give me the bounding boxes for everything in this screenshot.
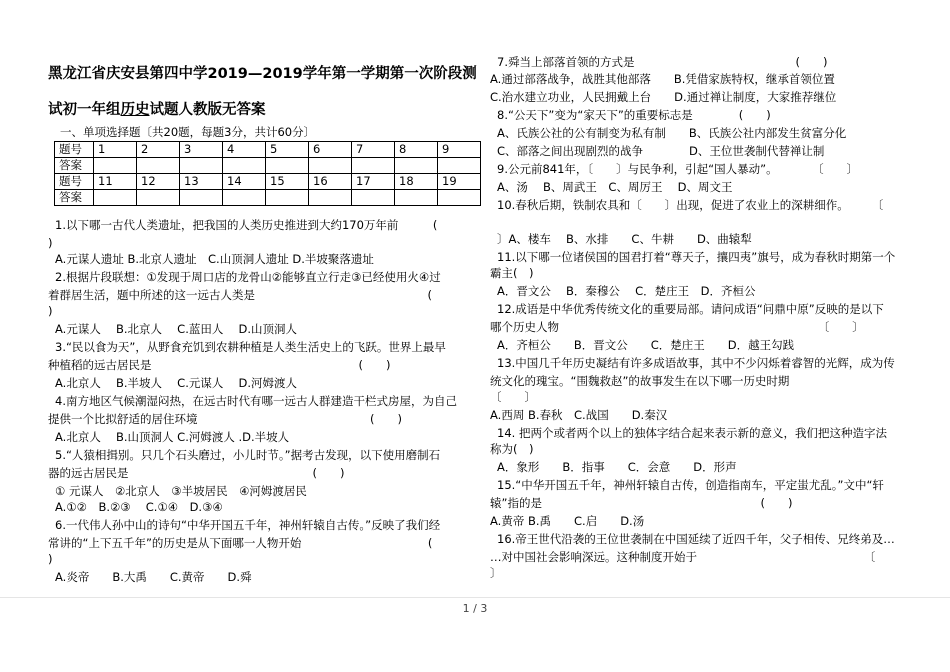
- text-line: 统文化的瑰宝。“围魏救赵”的故事发生在以下哪一历史时期: [490, 374, 790, 388]
- table-cell: [94, 158, 137, 174]
- table-cell: [266, 190, 309, 206]
- text-line: 9.公元前841年，〔 〕与民争利，引起“国人暴动”。 〔 〕: [497, 162, 859, 176]
- table-cell: [352, 190, 395, 206]
- text-line: A.通过部落战争，战胜其他部落 B.凭借家族特权，继承首领位置: [490, 72, 835, 86]
- text-line: 称为( ): [490, 442, 534, 456]
- text-line: 常讲的“上下五千年”的历史是从下面哪一人物开始 (: [48, 536, 433, 550]
- table-cell: 答案: [55, 190, 94, 206]
- text-line: 种植稻的远古居民是 ( ): [48, 358, 391, 372]
- doc-title-line2: [48, 98, 266, 119]
- text-line: ): [48, 304, 53, 318]
- table-row: [55, 158, 481, 174]
- table-cell: [137, 158, 180, 174]
- text-line: A.①② B.②③ C.①④ D.③④: [55, 500, 223, 514]
- table-cell: [94, 190, 137, 206]
- text-line: ① 元谋人 ②北京人 ③半坡居民 ④河姆渡居民: [55, 484, 307, 498]
- table-cell: 11: [94, 174, 137, 190]
- text-line: 着群居生活，题中所述的这一远古人类是 (: [48, 288, 432, 302]
- table-cell: 14: [223, 174, 266, 190]
- table-cell: 5: [266, 142, 309, 158]
- text-line: 15.“中华开国五千年，神州轩辕自古传，创造指南车，平定蚩尤乱。”文中“轩: [497, 478, 884, 492]
- table-row: [55, 142, 481, 158]
- table-cell: [223, 190, 266, 206]
- table-cell: 1: [94, 142, 137, 158]
- text-line: A．齐桓公 B．晋文公 C．楚庄王 D．越王勾践: [497, 338, 795, 352]
- table-cell: [438, 190, 481, 206]
- text-line: A．象形 B．指事 C．会意 D．形声: [497, 460, 737, 474]
- text-line: 11.以下哪一位诸侯国的国君打着“尊天子，攘四夷”旗号，成为春秋时期第一个: [497, 250, 896, 264]
- text-line: A、氏族公社的公有制变为私有制 B、氏族公社内部发生贫富分化: [497, 126, 847, 140]
- table-cell: [309, 190, 352, 206]
- table-cell: [395, 190, 438, 206]
- table-cell: [137, 190, 180, 206]
- table-cell: 3: [180, 142, 223, 158]
- text-line: 器的远古居民是 ( ): [48, 466, 345, 480]
- text-line: 1.以下哪一古代人类遗址，把我国的人类历史推进到大约170万年前 (: [55, 218, 438, 232]
- text-line: ): [48, 236, 53, 250]
- text-line: 辕”指的是 ( ): [490, 496, 793, 510]
- table-cell: 19: [438, 174, 481, 190]
- text-line: 7.舜当上部落首领的方式是 ( ): [497, 55, 828, 69]
- table-row: [55, 190, 481, 206]
- table-cell: 15: [266, 174, 309, 190]
- table-cell: [180, 158, 223, 174]
- answer-table: [54, 141, 481, 206]
- text-line: A.元谋人遗址 B.北京人遗址 C.山顶洞人遗址 D.半坡聚落遗址: [55, 252, 374, 266]
- text-line: 13.中国几千年历史凝结有许多成语故事，其中不少闪烁着睿智的光辉，成为传: [497, 356, 895, 370]
- table-row: [55, 174, 481, 190]
- text-line: A．晋文公 B．秦穆公 C．楚庄王 D．齐桓公: [497, 284, 756, 298]
- text-line: 〕A、楼车 B、水排 C、牛耕 D、曲辕犁: [497, 232, 752, 246]
- table-cell: 题号: [55, 174, 94, 190]
- text-line: 哪个历史人物 〔 〕: [490, 320, 864, 334]
- doc-title-line1: 黑龙江省庆安县第四中学2019—2019学年第一学期第一次阶段测: [48, 66, 477, 82]
- table-cell: 17: [352, 174, 395, 190]
- text-line: 14. 把两个或者两个以上的独体字结合起来表示新的意义，我们把这种造字法: [497, 426, 887, 440]
- text-line: A.北京人 B.半坡人 C.元谋人 D.河姆渡人: [55, 376, 298, 390]
- text-line: 4.南方地区气候潮湿闷热，在远古时代有哪一远古人群建造干栏式房屋，为自己: [55, 394, 457, 408]
- table-cell: [309, 158, 352, 174]
- text-line: A.炎帝 B.大禹 C.黄帝 D.舜: [55, 570, 252, 584]
- text-line: A.西周 B.春秋 C.战国 D.秦汉: [490, 408, 668, 422]
- table-cell: [180, 190, 223, 206]
- table-cell: [266, 158, 309, 174]
- text-line: 〔 〕: [490, 390, 536, 404]
- text-line: 8.“公天下”变为“家天下”的重要标志是 ( ): [497, 108, 771, 122]
- text-line: A.黄帝 B.禹 C.启 D.汤: [490, 514, 645, 528]
- text-line: A.元谋人 B.北京人 C.蓝田人 D.山顶洞人: [55, 322, 298, 336]
- table-cell: [352, 158, 395, 174]
- text-line: ): [48, 552, 53, 566]
- title-prefix: 试初一年组: [48, 102, 121, 118]
- text-line: 16.帝王世代沿袭的王位世袭制在中国延续了近四千年，父子相传、兄终弟及…: [497, 532, 895, 546]
- text-line: 10.春秋后期，铁制农具和〔 〕出现，促进了农业上的深耕细作。 〔: [497, 198, 884, 212]
- text-line: 6.一代伟人孙中山的诗句“中华开国五千年，神州轩辕自古传。”反映了我们经: [55, 518, 441, 532]
- table-cell: 2: [137, 142, 180, 158]
- table-cell: 6: [309, 142, 352, 158]
- table-cell: [223, 158, 266, 174]
- table-cell: 答案: [55, 158, 94, 174]
- table-cell: 7: [352, 142, 395, 158]
- text-line: C.治水建立功业，人民拥戴上台 D.通过禅让制度，大家推荐继位: [490, 90, 837, 104]
- text-line: 2.根据片段联想：①发现于周口店的龙骨山②能够直立行走③已经使用火④过: [55, 270, 441, 284]
- text-line: 12.成语是中华优秀传统文化的重要局部。请问成语“问鼎中原”反映的是以下: [497, 302, 884, 316]
- table-cell: [395, 158, 438, 174]
- table-cell: 16: [309, 174, 352, 190]
- text-line: A、汤 B、周武王 C、周厉王 D、周文王: [497, 180, 733, 194]
- text-line: 5.“人猿相揖别。只几个石头磨过，小儿时节。”据考古发现，以下使用磨制石: [55, 448, 441, 462]
- table-cell: 9: [438, 142, 481, 158]
- text-line: C、部落之间出现剧烈的战争 D、王位世袭制代替禅让制: [497, 144, 825, 158]
- table-cell: 题号: [55, 142, 94, 158]
- text-line: A.北京人 B.山顶洞人 C.河姆渡人 .D.半坡人: [55, 430, 290, 444]
- section-heading: 一、单项选择题〔共20题，每题3分，共计60分〕: [60, 125, 316, 139]
- text-line: …对中国社会影响深远。这种制度开始于 〔: [490, 550, 876, 564]
- title-subject: 历史: [120, 102, 150, 118]
- table-cell: 12: [137, 174, 180, 190]
- page-divider: [0, 597, 950, 598]
- text-line: 〕: [490, 566, 502, 580]
- text-line: 3.“民以食为天”，从野食充饥到农耕种植是人类生活史上的飞跃。世界上最早: [55, 340, 446, 354]
- table-cell: 4: [223, 142, 266, 158]
- title-suffix: 试题人教版无答案: [149, 102, 266, 118]
- table-cell: 18: [395, 174, 438, 190]
- text-line: 霸主( ): [490, 266, 534, 280]
- table-cell: 8: [395, 142, 438, 158]
- page-number: 1 / 3: [462, 602, 488, 615]
- text-line: 提供一个比拟舒适的居住环境 ( ): [48, 412, 402, 426]
- table-cell: [438, 158, 481, 174]
- table-cell: 13: [180, 174, 223, 190]
